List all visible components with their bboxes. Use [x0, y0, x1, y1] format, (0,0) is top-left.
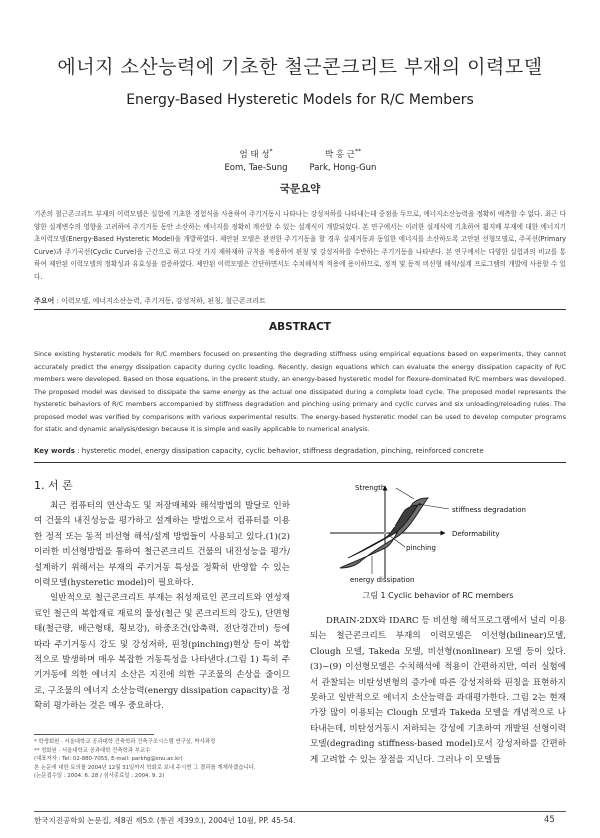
label-pinching: pinching — [406, 544, 436, 552]
footnote-4: 본 논문에 대한 토의를 2004년 12월 31일까지 학회로 보내 주시면 그 결과를 게재하겠습니다. — [34, 764, 256, 771]
paper-title-english: Energy-Based Hysteretic Models for R/C Members — [126, 92, 474, 108]
footnote-1: * 학생회원 · 서울대학교 공과대학 건축학과 건축구조시스템 연구실, 박사과정 — [34, 739, 216, 745]
divider-1 — [34, 309, 566, 310]
english-keywords — [34, 447, 484, 455]
english-abstract-text: Since existing hysteretic models for R/C members focused on presenting the degrading stiffness using empirical equations based on experiments, they cannot accurately predict the energy dissipation capacity during cyclic loading. Recently, design equations which can evaluate the energy dissipation capacity of R/C members were developed. Based on those equations, in the present study, an energy-based hysteretic model for flexure-dominated R/C members was developed. The proposed model was devised to dissipate the same energy as the actual one dissipated during a complete load cycle. The proposed model represents the hysteretic behaviors of R/C members accompanied by stiffness degradation and pinching using primary and cyclic curves and six unloading/reloading rules. The proposed model was verified by comparisons with various experimental results. The energy-based hysteretic model can be used to develop computer programs for static and dynamic analysis/design because it is simple and easily applicable to numerical analysis. — [34, 350, 566, 433]
divider-2 — [34, 462, 566, 463]
journal-citation: 한국지진공학회 논문집, 제8권 제5호 (통권 제39호), 2004년 10월, PP. 45-54. — [34, 816, 296, 825]
footnotes — [34, 738, 290, 781]
label-deformability: Deformability — [452, 530, 500, 538]
label-energy-dissipation: energy dissipation — [350, 576, 415, 584]
korean-abstract-text: 기존의 철근콘크리트 부재의 이력모델은 실험에 기초한 경험식을 사용하여 주기거동시 나타나는 강성저하를 나타내는데 중점을 두므로, 에너지소산능력을 정확히 예측할 수 없다. 최근 다양한 설계변수의 영향을 고려하여 주기거동 동안 소산하는 에너지를 정확히 계산할 수 있는 설계식이 개발되었다. 본 연구에서는 이러한 설계식에 기초하여 휨지배 부재에 대한 에너지기초이력모델(Energy-Based Hysteretic Model)을 개발하였다. 제안된 모델은 완전한 주기거동을 할 경우 실제거동과 동일한 에너지를 소산하도록 고안된 선형모델로, 주곡선(Primary Curve)과 주기곡선(Cyclic Curve)을 근간으로 하고 다섯 가지 재하재하 규칙을 적용하여 핀칭 및 강성저하를 수반하는 주기거동을 나타낸다. 본 연구에서는 다양한 실험과의 비교를 통하여 제안된 이력모델의 정확성과 유효성을 검증하였다. 제안된 이력모델은 간단하면서도 수치해석적 적용에 용이하므로, 정적 및 동적 비선형 해석/설계 프로그램의 개발에 사용할 수 있다. — [34, 210, 566, 281]
figure-1-caption: 그림 1 Cyclic behavior of RC members — [362, 591, 514, 600]
author-1-name-en: Eom, Tae-Sung — [224, 162, 288, 173]
footnote-5: (논문접수일 : 2004. 6. 28 / 심사종료일 : 2004. 9. 2) — [34, 773, 165, 780]
label-strength: Strength — [355, 484, 386, 492]
page-number: 45 — [544, 815, 555, 825]
author-2-name-kr: 박 홍 근 — [324, 149, 356, 160]
footer-divider — [34, 811, 566, 812]
author-2-name-en: Park, Hong-Gun — [309, 162, 377, 173]
english-abstract-heading: ABSTRACT — [269, 321, 331, 333]
figure-1-hysteresis — [310, 478, 566, 588]
left-paragraph-1: 최근 컴퓨터의 연산속도 및 저장매체와 해석방법의 발달로 인하여 건물의 내진성능을 평가하고 설계하는 방법으로서 컴퓨터를 이용한 정적 또는 동적 비선형 해석/설계 방법들이 사용되고 있다.(1)(2) 이러한 비선형방법을 통하여 철근콘크리트 건물의 내진성능을 평가/설계하기 위해서는 부재의 주기거동 특성을 정확히 반영할 수 있는 이력모델(hysteretic model)이 필요하다. — [34, 501, 290, 589]
footnote-3: (대표저자 : Tel: 02-880-7055, E-mail: parkhg@snu.ac.kr) — [34, 756, 183, 763]
author-2-mark: ** — [355, 148, 362, 155]
left-column-body — [34, 499, 290, 715]
english-keywords-text: : hysteretic model, energy dissipation capacity, cyclic behavior, stiffness degradation, pinching, reinforced concrete — [74, 447, 484, 455]
section-1-heading: 1. 서 론 — [34, 479, 73, 492]
paper-title-korean: 에너지 소산능력에 기초한 철근콘크리트 부재의 이력모델 — [57, 56, 543, 78]
author-1-name-kr: 엄 태 성 — [239, 149, 270, 160]
footnote-2: ** 정회원 · 서울대학교 공과대학 건축학과 부교수 — [34, 747, 151, 754]
author-1-mark: * — [269, 148, 273, 155]
right-paragraph-1: DRAIN-2DX와 IDARC 등 비선형 해석프로그램에서 널리 이용되는 철근콘크리트 부재의 이력모델은 이선형(bilinear)모델, Clough 모델, Takeda 모델, 비선형(nonlinear) 모델 등이 있다.(3)~(9) 이선형모델은 수치해석에 적용이 간편하지만, 여러 실험에서 관찰되는 비탄성변형의 증가에 따른 강성저하와 핀칭을 표현하지 못하고 일반적으로 에너지 소산능력을 과대평가한다. 그림 2는 현재 가장 많이 이용되는 Clough 모델과 Takeda 모델을 개념적으로 나타내는데, 비탄성거동시 저하되는 강성에 기초하여 개발된 선형이력모델(degrading stiffness-based model)로서 강성저하를 간편하게 고려할 수 있는 장점을 지닌다. 그러나 이 모델들 — [310, 616, 566, 765]
label-stiffness-degradation: stiffness degradation — [452, 506, 526, 514]
korean-keywords — [34, 296, 266, 306]
korean-keywords-text: : 이력모델, 에너지소산능력, 주기거동, 강성저하, 핀칭, 철근콘크리트 — [54, 297, 266, 305]
leader-strength — [396, 488, 414, 499]
english-keywords-label: Key words — [34, 447, 75, 455]
footnote-divider — [34, 734, 154, 735]
korean-keywords-label: 주요어 — [34, 297, 55, 305]
left-paragraph-2: 일반적으로 철근콘크리트 부재는 취성재료인 콘크리트와 연성재료인 철근의 복합재료 재료의 물성(철근 및 콘크리트의 강도), 단면형태(철근량, 배근형태, 횡보강), 하중조건(압축력, 전단경간비) 등에 따라 주기거동시 강도 및 강성저하, 핀칭(pinching)현상 등이 복합적으로 발생하며 매우 복잡한 거동특성을 나타낸다.(그림 1) 특히 주기거동에 의한 에너지 소산은 지진에 의한 구조물의 손상을 줄이므로, 구조물의 에너지 소산능력(energy dissipation capacity)을 정확히 평가하는 것은 매우 중요하다. — [34, 593, 291, 712]
korean-abstract-heading: 국문요약 — [279, 183, 321, 195]
author-2 — [283, 145, 403, 175]
right-column-body — [310, 614, 566, 768]
